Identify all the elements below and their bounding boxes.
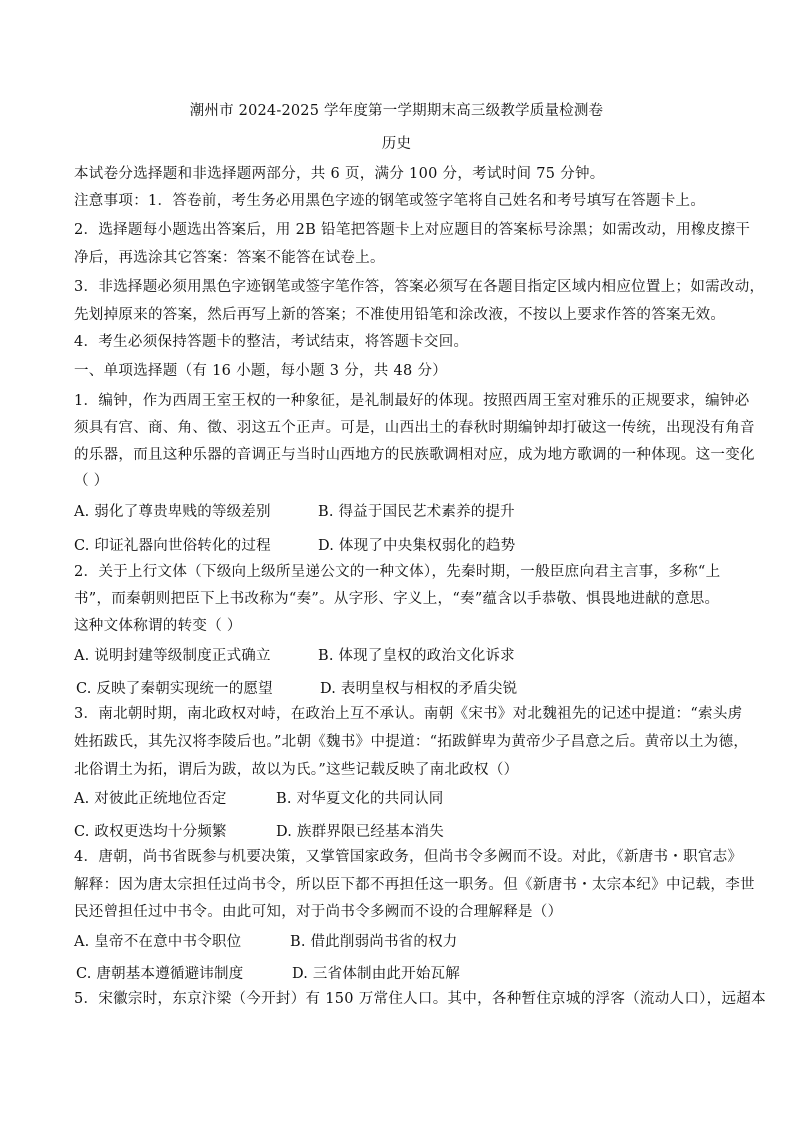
question-1-line-1: 1．编钟，作为西周王室王权的一种象征，是礼制最好的体现。按照西周王室对雅乐的正规要求，编钟必 bbox=[74, 393, 750, 409]
question-2-line-2: 书”，而秦朝则把臣下上书改称为“奏”。从字形、字义上，“奏”蕴含以手恭敬、惧畏地进献的意思。 bbox=[74, 591, 720, 607]
question-2-option-a[interactable]: A. 说明封建等级制度正式确立 bbox=[74, 648, 271, 664]
section-heading: 一、单项选择题（有 16 小题，每小题 3 分，共 48 分） bbox=[74, 363, 448, 379]
question-4-option-c[interactable]: C. 唐朝基本遵循避讳制度 bbox=[76, 966, 244, 982]
question-5-line-1: 5．宋徽宗时，东京汴梁（今开封）有 150 万常住人口。其中，各种暂住京城的浮客（流动人口），远超本 bbox=[74, 991, 766, 1007]
question-3-line-2: 姓拓跋氏，其先汉将李陵后也。”北朝《魏书》中提道：“拓跋鲜卑为黄帝少子昌意之后。黄帝以土为德， bbox=[74, 734, 749, 750]
note-1: 注意事项：1．答卷前，考生务必用黑色字迹的钢笔或签字笔将自己姓名和考号填写在答题卡上。 bbox=[74, 193, 706, 209]
note-2-line-2: 净后，再选涂其它答案：答案不能答在试卷上。 bbox=[74, 250, 385, 266]
note-2-line-1: 2．选择题每小题选出答案后，用 2B 铅笔把答题卡上对应题目的答案标号涂黑；如需改动，用橡皮擦干 bbox=[74, 222, 751, 238]
question-2-line-1: 2．关于上行文体（下级向上级所呈递公文的一种文体），先秦时期，一般臣庶向君主言事，多称“上 bbox=[74, 564, 721, 580]
question-1-option-a[interactable]: A. 弱化了尊贵卑贱的等级差别 bbox=[74, 504, 271, 520]
question-4-option-b[interactable]: B. 借此削弱尚书省的权力 bbox=[290, 934, 458, 950]
question-2-option-c[interactable]: C. 反映了秦朝实现统一的愿望 bbox=[76, 681, 273, 697]
question-3-option-c[interactable]: C. 政权更迭均十分频繁 bbox=[74, 824, 227, 840]
question-1-option-c[interactable]: C. 印证礼器向世俗转化的过程 bbox=[74, 538, 271, 554]
question-4-line-1: 4．唐朝，尚书省既参与机要决策，又掌管国家政务，但尚书令多阙而不设。对此，《新唐书・职官志》 bbox=[74, 849, 743, 865]
question-4-line-2: 解释：因为唐太宗担任过尚书令，所以臣下都不再担任这一职务。但《新唐书・太宗本纪》中记载，李世 bbox=[74, 877, 755, 893]
question-3-line-1: 3．南北朝时期，南北政权对峙，在政治上互不承认。南朝《宋书》对北魏祖先的记述中提道：“索头虏 bbox=[74, 706, 743, 722]
note-4: 4．考生必须保持答题卡的整洁，考试结束，将答题卡交回。 bbox=[74, 334, 469, 350]
question-1-line-4: （ ） bbox=[74, 473, 109, 489]
note-3-line-2: 先划掉原来的答案，然后再写上新的答案；不准使用铅笔和涂改液，不按以上要求作答的答案无效。 bbox=[74, 307, 726, 323]
question-3-option-b[interactable]: B. 对华夏文化的共同认同 bbox=[276, 791, 444, 807]
question-3-line-3: 北俗谓土为拓，谓后为跋，故以为氏。”这些记载反映了南北政权（） bbox=[74, 762, 519, 778]
question-3-option-d[interactable]: D. 族群界限已经基本消失 bbox=[276, 824, 444, 840]
question-2-line-3: 这种文体称谓的转变（ ） bbox=[74, 618, 242, 634]
question-4-option-d[interactable]: D. 三省体制由此开始瓦解 bbox=[292, 966, 460, 982]
intro-line: 本试卷分选择题和非选择题两部分，共 6 页，满分 100 分，考试时间 75 分钟。 bbox=[74, 166, 605, 182]
question-3-option-a[interactable]: A. 对彼此正统地位否定 bbox=[74, 791, 227, 807]
question-4-line-3: 民还曾担任过中书令。由此可知，对于尚书令多阙而不设的合理解释是（） bbox=[74, 904, 563, 920]
question-1-line-3: 的乐器，而且这种乐器的音调正与当时山西地方的民族歌调相对应，成为地方歌调的一种体现。这一变化 bbox=[74, 447, 755, 463]
question-2-option-b[interactable]: B. 体现了皇权的政治文化诉求 bbox=[318, 648, 515, 664]
question-4-option-a[interactable]: A. 皇帝不在意中书令职位 bbox=[74, 934, 242, 950]
note-3-line-1: 3．非选择题必须用黑色字迹钢笔或签字笔作答，答案必须写在各题目指定区域内相应位置上；如需改动， bbox=[74, 279, 765, 295]
exam-title: 潮州市 2024-2025 学年度第一学期期末高三级教学质量检测卷 bbox=[189, 103, 604, 119]
question-1-option-b[interactable]: B. 得益于国民艺术素养的提升 bbox=[318, 504, 515, 520]
question-1-option-d[interactable]: D. 体现了中央集权弱化的趋势 bbox=[318, 538, 516, 554]
subject-title: 历史 bbox=[381, 136, 412, 152]
question-2-option-d[interactable]: D. 表明皇权与相权的矛盾尖锐 bbox=[320, 681, 518, 697]
question-1-line-2: 须具有宫、商、角、徵、羽这五个正声。可是，山西出土的春秋时期编钟却打破这一传统，出现没有角音 bbox=[74, 420, 755, 436]
